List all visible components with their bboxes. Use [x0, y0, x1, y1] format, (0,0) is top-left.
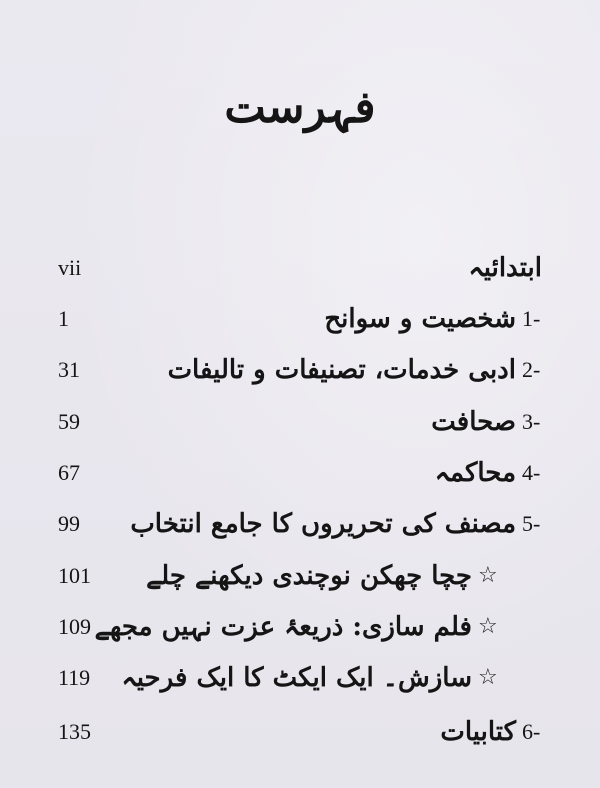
page-number: 99 [58, 511, 80, 536]
entry-title: سازش۔ ایک ایکٹ کا ایک فرحیہ [121, 663, 472, 693]
toc-row [0, 248, 600, 288]
entry-title: محاکمہ [434, 458, 516, 488]
page-number: 31 [58, 357, 80, 382]
entry-title: شخصیت و سوانح [324, 304, 516, 334]
toc-row [0, 350, 600, 390]
entry-title: کتابیات [440, 717, 516, 747]
chapter-number: 2- [522, 357, 541, 382]
page-number: 109 [58, 614, 91, 639]
chapter-number: 4- [522, 460, 541, 485]
chapter-number: 5- [522, 511, 541, 536]
page-number: 1 [58, 306, 69, 331]
entry-title: مصنف کی تحریروں کا جامع انتخاب [130, 509, 516, 539]
star-icon: ☆ [478, 563, 498, 588]
entry-title: چچا چھکن نوچندی دیکھنے چلے [146, 561, 472, 591]
page-number: 67 [58, 460, 80, 485]
chapter-number: 6- [522, 719, 541, 744]
toc-row [0, 556, 600, 596]
toc-row [0, 299, 600, 339]
toc-row [0, 712, 600, 752]
entry-title: فلم سازی: ذریعۂ عزت نہیں مجھے [94, 612, 472, 642]
page-number: 101 [58, 563, 91, 588]
entry-title: ابتدائیہ [468, 253, 542, 283]
page-number: 59 [58, 409, 80, 434]
chapter-number: 3- [522, 409, 541, 434]
page-title: فہرست [224, 82, 376, 133]
page-number: vii [58, 255, 82, 280]
toc-row [0, 607, 600, 647]
star-icon: ☆ [478, 614, 498, 639]
toc-row [0, 658, 600, 698]
star-icon: ☆ [478, 665, 498, 690]
page-number: 119 [58, 665, 91, 690]
toc-row [0, 453, 600, 493]
chapter-number: 1- [522, 306, 541, 331]
page-number: 135 [58, 719, 91, 744]
entry-title: صحافت [431, 407, 516, 437]
toc-row [0, 402, 600, 442]
entry-title: ادبی خدمات، تصنیفات و تالیفات [167, 355, 516, 385]
toc-row [0, 504, 600, 544]
